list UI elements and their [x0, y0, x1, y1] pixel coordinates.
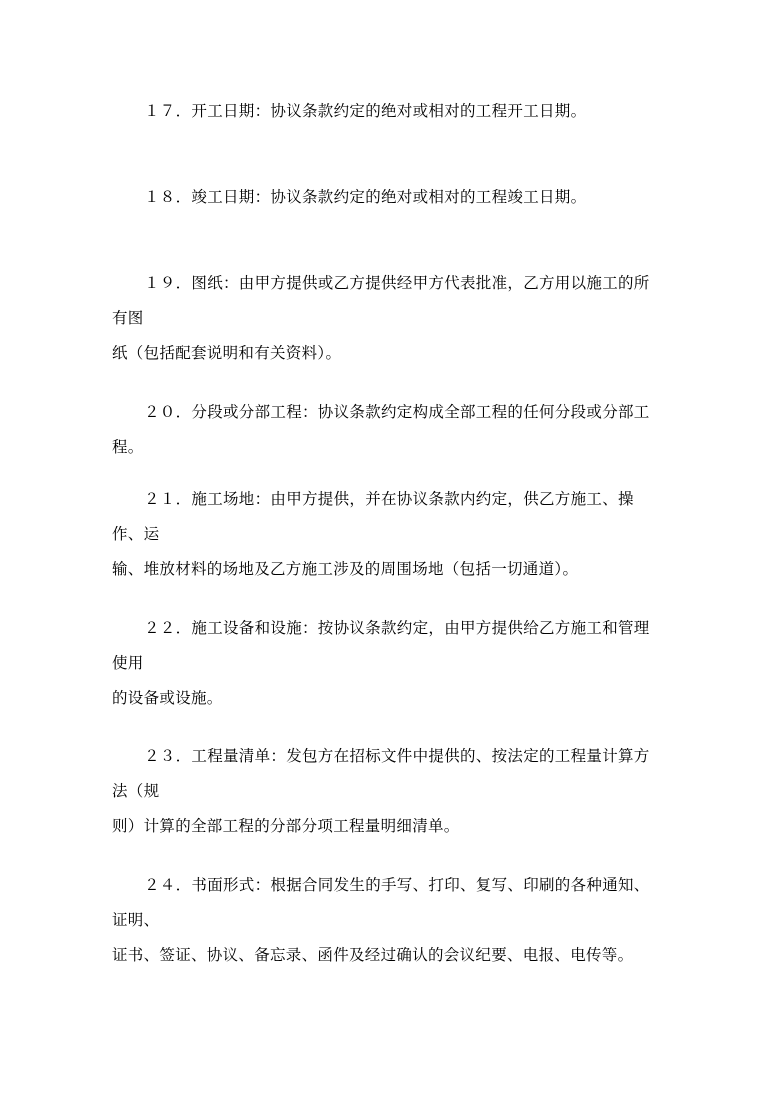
clause-19	[112, 266, 662, 371]
clause-24	[112, 868, 662, 973]
clause-18-line-1: １８．竣工日期：协议条款约定的绝对或相对的工程竣工日期。	[144, 188, 587, 206]
clause-24-line-2: 证书、签证、协议、备忘录、函件及经过确认的会议纪要、电报、电传等。	[112, 946, 634, 964]
clause-19-line-1: １９．图纸：由甲方提供或乙方提供经甲方代表批准，乙方用以施工的所有图	[112, 274, 650, 327]
clause-17	[112, 94, 662, 129]
clause-23	[112, 739, 662, 844]
clause-23-line-2: 则）计算的全部工程的分部分项工程量明细清单。	[112, 817, 460, 835]
clause-21-line-2: 输、堆放材料的场地及乙方施工涉及的周围场地（包括一切通道）。	[112, 560, 579, 578]
clause-21	[112, 482, 662, 587]
clause-22-line-1: ２２．施工设备和设施：按协议条款约定，由甲方提供给乙方施工和管理使用	[112, 619, 650, 672]
clause-20	[112, 395, 662, 465]
clause-21-line-1: ２１．施工场地：由甲方提供，并在协议条款内约定，供乙方施工、操作、运	[112, 490, 634, 543]
clause-20-line-1: ２０．分段或分部工程：协议条款约定构成全部工程的任何分段或分部工程。	[112, 403, 650, 456]
clause-18	[112, 180, 662, 215]
clause-22	[112, 611, 662, 716]
clause-22-line-2: 的设备或设施。	[112, 689, 223, 707]
clause-24-line-1: ２４．书面形式：根据合同发生的手写、打印、复写、印刷的各种通知、证明、	[112, 876, 650, 929]
clause-23-line-1: ２３．工程量清单：发包方在招标文件中提供的、按法定的工程量计算方法（规	[112, 747, 650, 800]
clause-19-line-2: 纸（包括配套说明和有关资料）。	[112, 344, 342, 362]
clause-17-line-1: １７．开工日期：协议条款约定的绝对或相对的工程开工日期。	[144, 102, 587, 120]
